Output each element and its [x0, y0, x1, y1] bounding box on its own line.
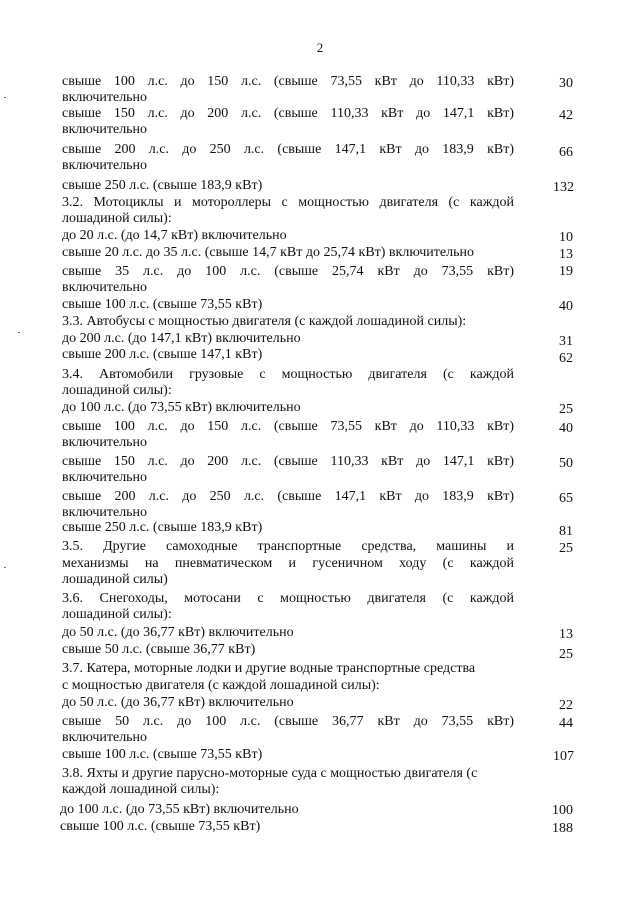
text-line: свыше 250 л.с. (свыше 183,9 кВт) [62, 520, 263, 535]
rate-value: 81 [559, 524, 573, 539]
margin-mark [18, 332, 20, 333]
rate-value: 50 [559, 456, 573, 471]
text-line: до 100 л.с. (до 73,55 кВт) включительно [62, 400, 301, 415]
rate-value: 132 [553, 180, 574, 195]
text-line: 3.6. Снегоходы, мотосани с мощностью двигателя (с каждой [62, 591, 514, 606]
text-line: свыше 20 л.с. до 35 л.с. (свыше 14,7 кВт до 25,74 кВт) включительно [62, 245, 474, 260]
rate-value: 25 [559, 541, 573, 556]
text-line: включительно [62, 158, 148, 173]
text-line: лошадиной силы): [62, 211, 172, 226]
rate-value: 44 [559, 716, 573, 731]
text-line: 3.7. Катера, моторные лодки и другие водные транспортные средства [62, 661, 476, 676]
rate-value: 65 [559, 491, 573, 506]
rate-value: 40 [559, 299, 573, 314]
text-line: свыше 100 л.с. (свыше 73,55 кВт) [62, 297, 263, 312]
text-line: 3.2. Мотоциклы и мотороллеры с мощностью двигателя (с каждой [62, 195, 514, 210]
text-line: свыше 150 л.с. до 200 л.с. (свыше 110,33 кВт до 147,1 кВт) [62, 454, 514, 469]
text-line: 3.3. Автобусы с мощностью двигателя (с каждой лошадиной силы): [62, 314, 467, 329]
text-line: свыше 200 л.с. до 250 л.с. (свыше 147,1 кВт до 183,9 кВт) [62, 489, 514, 504]
text-line: лошадиной силы): [62, 607, 172, 622]
rate-value: 13 [559, 627, 573, 642]
text-line: свыше 150 л.с. до 200 л.с. (свыше 110,33 кВт до 147,1 кВт) [62, 106, 514, 121]
text-line: включительно [62, 505, 148, 520]
rate-value: 100 [552, 803, 573, 818]
text-line: каждой лошадиной силы): [62, 782, 220, 797]
rate-value: 22 [559, 698, 573, 713]
text-line: 3.5. Другие самоходные транспортные средства, машины и [62, 539, 514, 554]
rate-value: 25 [559, 647, 573, 662]
text-line: включительно [62, 122, 148, 137]
rate-value: 107 [553, 749, 574, 764]
text-line: до 50 л.с. (до 36,77 кВт) включительно [62, 625, 294, 640]
text-line: лошадиной силы): [62, 383, 172, 398]
text-line: свыше 100 л.с. (свыше 73,55 кВт) [60, 819, 261, 834]
text-line: включительно [62, 435, 148, 450]
text-line: механизмы на пневматическом и гусеничном ходу (с каждой [62, 556, 514, 571]
text-line: лошадиной силы) [62, 572, 168, 587]
text-line: до 100 л.с. (до 73,55 кВт) включительно [60, 802, 299, 817]
text-line: до 20 л.с. (до 14,7 кВт) включительно [62, 228, 287, 243]
rate-value: 10 [559, 230, 573, 245]
rate-value: 25 [559, 402, 573, 417]
text-line: свыше 100 л.с. до 150 л.с. (свыше 73,55 кВт до 110,33 кВт) [62, 74, 514, 89]
rate-value: 66 [559, 145, 573, 160]
text-line: свыше 35 л.с. до 100 л.с. (свыше 25,74 кВт до 73,55 кВт) [62, 264, 514, 279]
page-number: 2 [316, 40, 324, 55]
text-line: свыше 250 л.с. (свыше 183,9 кВт) [62, 178, 263, 193]
text-line: включительно [62, 280, 148, 295]
text-line: включительно [62, 470, 148, 485]
text-line: свыше 200 л.с. до 250 л.с. (свыше 147,1 кВт до 183,9 кВт) [62, 142, 514, 157]
text-line: с мощностью двигателя (с каждой лошадиной силы): [62, 678, 380, 693]
text-line: свыше 200 л.с. (свыше 147,1 кВт) [62, 347, 263, 362]
text-line: 3.4. Автомобили грузовые с мощностью двигателя (с каждой [62, 367, 514, 382]
text-line: 3.8. Яхты и другие парусно-моторные суда с мощностью двигателя (с [62, 766, 478, 781]
text-line: до 200 л.с. (до 147,1 кВт) включительно [62, 331, 301, 346]
margin-mark [4, 567, 6, 568]
margin-mark [4, 97, 6, 98]
rate-value: 40 [559, 421, 573, 436]
rate-value: 30 [559, 76, 573, 91]
text-line: включительно [62, 90, 148, 105]
rate-value: 188 [552, 821, 573, 836]
rate-value: 13 [559, 247, 573, 262]
text-line: свыше 100 л.с. (свыше 73,55 кВт) [62, 747, 263, 762]
rate-value: 62 [559, 351, 573, 366]
text-line: до 50 л.с. (до 36,77 кВт) включительно [62, 695, 294, 710]
text-line: свыше 50 л.с. до 100 л.с. (свыше 36,77 кВт до 73,55 кВт) [62, 714, 514, 729]
rate-value: 31 [559, 334, 573, 349]
text-line: свыше 100 л.с. до 150 л.с. (свыше 73,55 кВт до 110,33 кВт) [62, 419, 514, 434]
text-line: свыше 50 л.с. (свыше 36,77 кВт) [62, 642, 256, 657]
rate-value: 19 [559, 264, 573, 279]
text-line: включительно [62, 730, 148, 745]
rate-value: 42 [559, 108, 573, 123]
